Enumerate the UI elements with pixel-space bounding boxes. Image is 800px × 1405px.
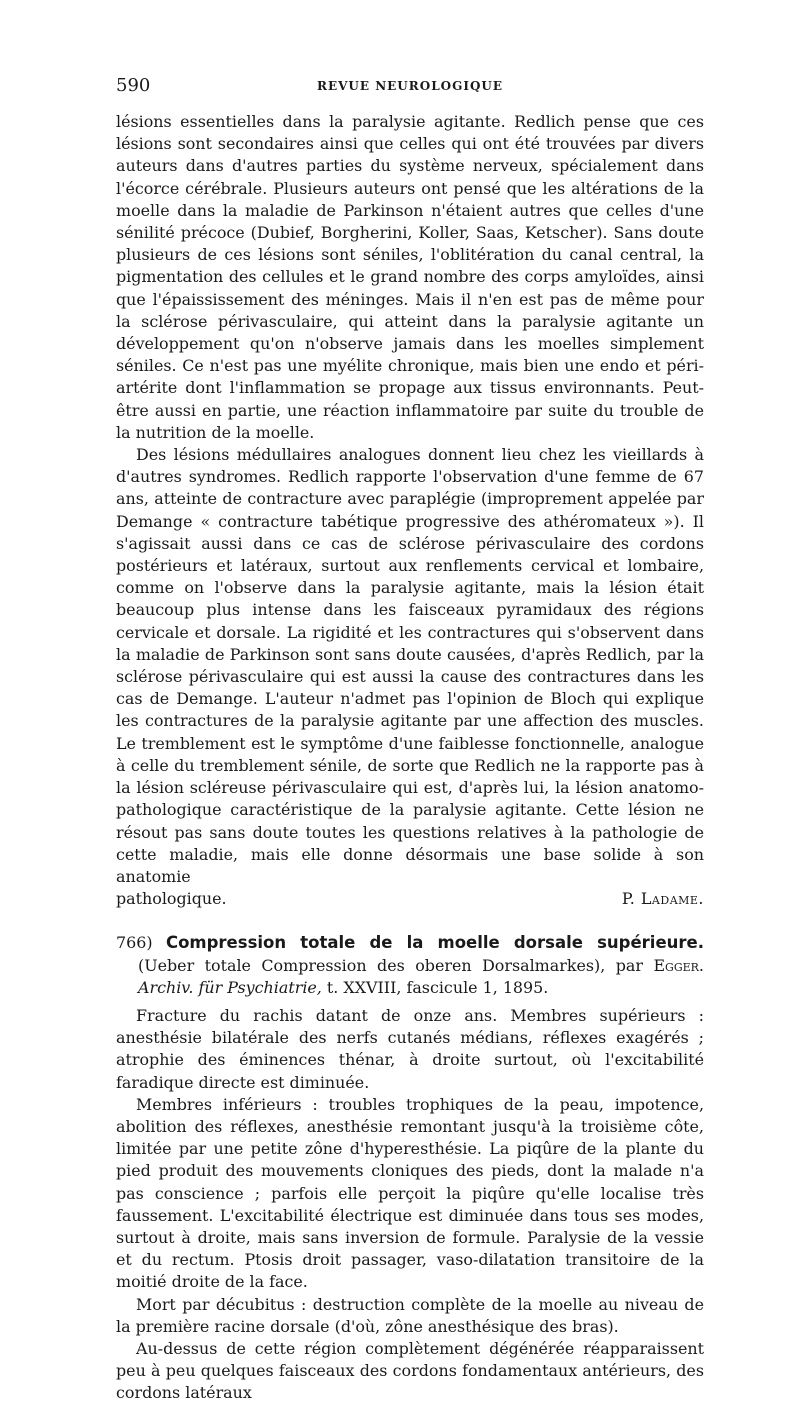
page-header (116, 75, 704, 103)
article-entry-766 (116, 932, 704, 999)
signature: P. Ladame. (621, 889, 704, 909)
signature-line (116, 888, 704, 910)
entry-journal: Archiv. für Psychiatrie, (138, 977, 322, 997)
article-ladame (116, 111, 704, 910)
entry-subtitle: (Ueber totale Compression des oberen Dorsalmarkes), par (138, 955, 643, 975)
entry-volume: t. XXVIII, fascicule 1, 1895. (326, 977, 549, 997)
paragraph: lésions essentielles dans la paralysie agitante. Redlich pense que ces lésions sont secondaires ainsi que celles qui ont été trouvées par divers auteurs dans d'autres parties du système nerveux, spécialement dans l'écorce cérébrale. Plusieurs auteurs ont pensé que les altérations de la moelle dans la maladie de Parkinson n'étaient autres que celles d'une sénilité précoce (Dubief, Borgherini, Koller, Saas, Ketscher). Sans doute plusieurs de ces lésions sont séniles, l'oblitération du canal central, la pigmentation des cellules et le grand nombre des corps amyloïdes, ainsi que l'épaississement des méninges. Mais il n'en est pas de même pour la sclérose périvasculaire, qui atteint dans la paralysie agitante un développement qu'on n'observe jamais dans les moelles simplement séniles. Ce n'est pas une myélite chronique, mais bien une endo et péri-artérite dont l'inflammation se propage aux tissus environnants. Peut-être aussi en partie, une réaction inflammatoire par suite du trouble de la nutrition de la moelle. (116, 112, 704, 442)
running-title: REVUE NEUROLOGIQUE (316, 79, 504, 93)
paragraph: Des lésions médullaires analogues donnent lieu chez les vieillards à d'autres syndromes. Redlich rapporte l'observation d'une femme de 67 ans, atteinte de contracture avec paraplégie (improprement appelée par Demange « contracture tabétique progressive des athéromateux »). Il s'agissait aussi dans ce cas de sclérose périvasculaire des cordons postérieurs et latéraux, surtout aux renflements cervical et lombaire, comme on l'observe dans la paralysie agitante, mais la lésion était beaucoup plus intense dans les faisceaux pyramidaux des régions cervicale et dorsale. La rigidité et les contractures qui s'observent dans la maladie de Parkinson sont sans doute causées, d'après Redlich, par la sclérose périvasculaire qui est aussi la cause des contractures dans les cas de Demange. L'auteur n'admet pas l'opinion de Bloch qui explique les contractures de la paralysie agitante par une affection des muscles. Le tremblement est le symptôme d'une faiblesse fonctionnelle, analogue à celle du tremblement sénile, de sorte que Redlich ne la rapporte pas à la lésion scléreuse périvasculaire qui est, d'après lui, la lésion anatomo-pathologique caractéristique de la paralysie agitante. Cette lésion ne résout pas sans doute toutes les questions relatives à la pathologie de cette maladie, mais elle donne désormais une base solide à son anatomie (116, 445, 704, 886)
article-body (116, 1005, 704, 1405)
paragraph: Fracture du rachis datant de onze ans. Membres supérieurs : anesthésie bilatérale des nerfs cutanés médians, réflexes exagérés ; atrophie des éminences thénar, à droite surtout, où l'excitabilité faradique directe est diminuée. (116, 1005, 704, 1092)
paragraph: Mort par décubitus : destruction complète de la moelle au niveau de la première racine dorsale (d'où, zône anesthésique des bras). (116, 1294, 704, 1336)
paragraph: Au-dessus de cette région complètement dégénérée réapparaissent peu à peu quelques faisceaux des cordons fondamentaux antérieurs, des cordons latéraux (116, 1338, 704, 1403)
paragraph: Membres inférieurs : troubles trophiques de la peau, impotence, abolition des réflexes, anesthésie remontant jusqu'à la troisième côte, limitée par une petite zône d'hyperesthésie. La piqûre de la plante du pied produit des mouvements cloniques des pieds, dont la malade n'a pas conscience ; parfois elle perçoit la piqûre qu'elle localise très faussement. L'excitabilité électrique est diminuée dans tous ses modes, surtout à droite, mais sans inversion de formule. Paralysie de la vessie et du rectum. Ptosis droit passager, vaso-dilatation transitoire de la moitié droite de la face. (116, 1094, 704, 1292)
entry-author: Egger. (653, 955, 704, 975)
entry-title: Compression totale de la moelle dorsale supérieure. (165, 933, 704, 953)
last-line: pathologique. (116, 889, 227, 909)
entry-number: 766) (116, 933, 153, 953)
page-number: 590 (116, 75, 151, 96)
